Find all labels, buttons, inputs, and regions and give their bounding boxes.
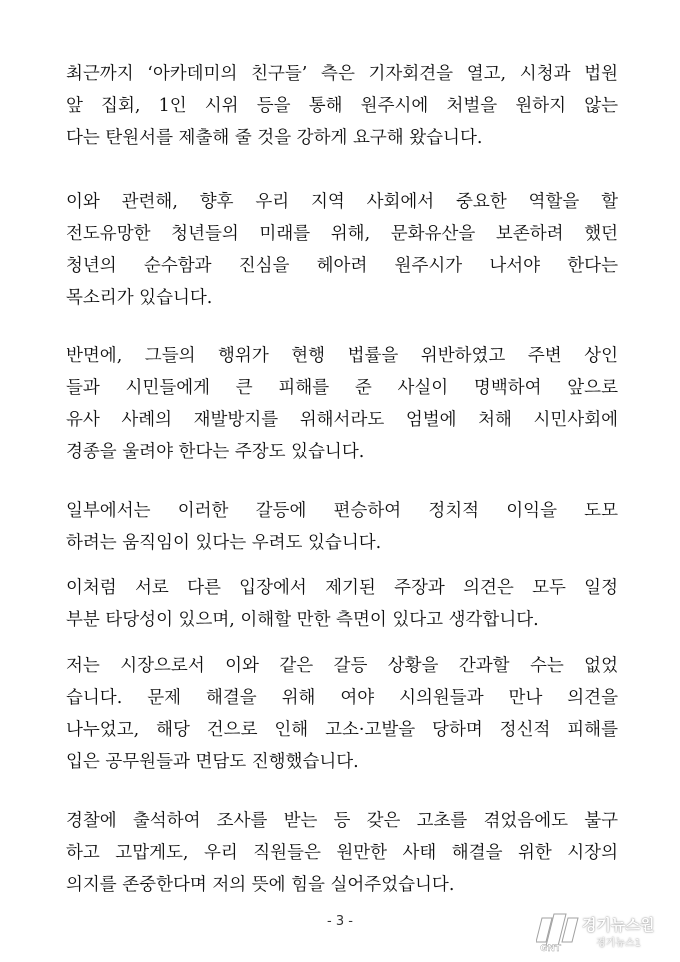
paragraph-3 bbox=[66, 340, 618, 468]
text-line: 반면에, 그들의 행위가 현행 법률을 위반하였고 주변 상인 bbox=[66, 346, 618, 366]
watermark-subtitle: 경기뉴스1 bbox=[596, 938, 642, 949]
text-line: 나누었고, 해당 건으로 인해 고소·고발을 당하며 정신적 피해를 bbox=[66, 720, 618, 740]
watermark bbox=[536, 910, 676, 954]
text-line: 의지를 존중한다며 저의 뜻에 힘을 실어주었습니다. bbox=[66, 875, 455, 895]
text-line: 목소리가 있습니다. bbox=[66, 288, 213, 308]
paragraph-5 bbox=[66, 572, 618, 636]
text-line: 다는 탄원서를 제출해 줄 것을 강하게 요구해 왔습니다. bbox=[66, 128, 483, 148]
paragraph-4 bbox=[66, 495, 618, 559]
text-line: 이와 관련해, 향후 우리 지역 사회에서 중요한 역할을 할 bbox=[66, 192, 618, 212]
text-line: 저는 시장으로서 이와 같은 갈등 상황을 간과할 수는 없었 bbox=[66, 656, 618, 676]
text-line: 앞 집회, 1인 시위 등을 통해 원주시에 처벌을 원하지 않는 bbox=[66, 96, 618, 116]
paragraph-7 bbox=[66, 805, 618, 901]
text-line: 전도유망한 청년들의 미래를 위해, 문화유산을 보존하려 했던 bbox=[66, 224, 618, 244]
text-line: 습니다. 문제 해결을 위해 여야 시의원들과 만나 의견을 bbox=[66, 688, 618, 708]
text-line: 하고 고맙게도, 우리 직원들은 원만한 사태 해결을 위한 시장의 bbox=[66, 843, 618, 863]
text-line: 최근까지 ‘아카데미의 친구들’ 측은 기자회견을 열고, 시청과 법원 bbox=[66, 64, 618, 84]
text-line: 유사 사례의 재발방지를 위해서라도 엄벌에 처해 시민사회에 bbox=[66, 410, 618, 430]
text-line: 경종을 울려야 한다는 주장도 있습니다. bbox=[66, 442, 365, 462]
paragraph-6 bbox=[66, 650, 618, 778]
text-line: 이처럼 서로 다른 입장에서 제기된 주장과 의견은 모두 일정 bbox=[66, 578, 618, 598]
page-number: - 3 - bbox=[327, 914, 353, 929]
text-line: 들과 시민들에게 큰 피해를 준 사실이 명백하여 앞으로 bbox=[66, 378, 618, 398]
text-line: 부분 타당성이 있으며, 이해할 만한 측면이 있다고 생각합니다. bbox=[66, 610, 539, 630]
text-line: 하려는 움직임이 있다는 우려도 있습니다. bbox=[66, 533, 382, 553]
paragraph-1 bbox=[66, 58, 618, 154]
watermark-name: 경기뉴스원 bbox=[582, 916, 655, 934]
news-logo-icon bbox=[536, 912, 580, 952]
text-line: 일부에서는 이러한 갈등에 편승하여 정치적 이익을 도모 bbox=[66, 501, 618, 521]
text-line: 청년의 순수함과 진심을 헤아려 원주시가 나서야 한다는 bbox=[66, 256, 618, 276]
logo-letters: GNT bbox=[540, 944, 562, 952]
text-line: 입은 공무원들과 면담도 진행했습니다. bbox=[66, 752, 359, 772]
paragraph-2 bbox=[66, 186, 618, 314]
text-line: 경찰에 출석하여 조사를 받는 등 갖은 고초를 겪었음에도 불구 bbox=[66, 811, 618, 831]
